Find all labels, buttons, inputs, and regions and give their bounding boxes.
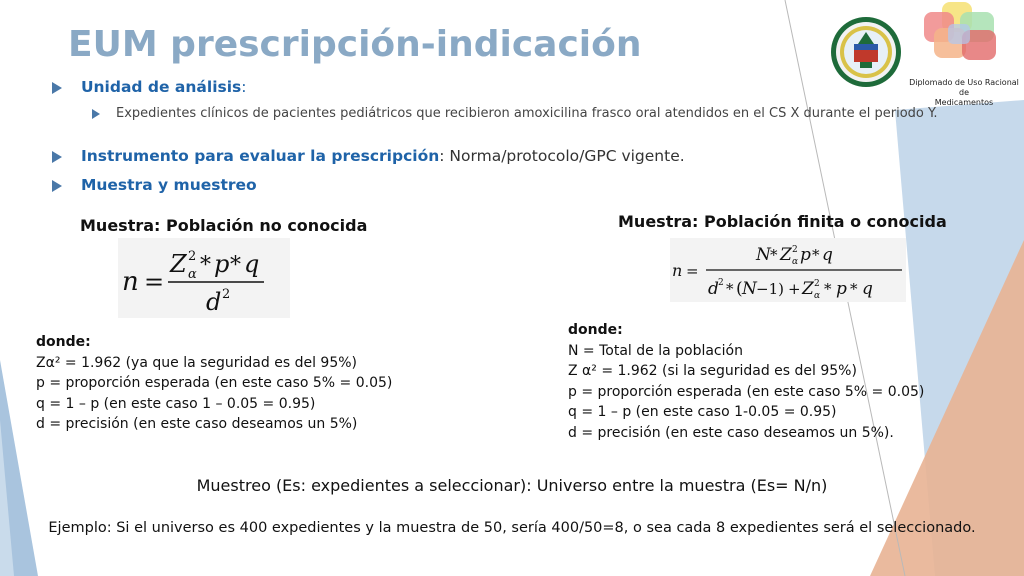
right-def-line: d = precisión (en este caso deseamos un 5%). — [568, 424, 894, 441]
svg-text:Z: Z — [170, 250, 187, 278]
formula-finite-population — [670, 238, 906, 302]
svg-text:+: + — [788, 280, 801, 298]
svg-text:q: q — [822, 245, 833, 265]
svg-text:*: * — [726, 280, 734, 298]
diplomado-line-2: Medicamentos — [934, 98, 994, 107]
left-def-line: d = precisión (en este caso deseamos un 5%) — [36, 416, 358, 432]
svg-text:2: 2 — [792, 245, 798, 255]
svg-text:p: p — [800, 245, 811, 265]
svg-text:*: * — [770, 246, 778, 264]
right-def-line: Z α² = 1.962 (si la seguridad es del 95%) — [568, 363, 857, 379]
svg-text:d: d — [708, 279, 719, 299]
svg-text:=: = — [686, 262, 699, 280]
muestra-label: Muestra y muestreo — [80, 176, 257, 194]
svg-text:α: α — [188, 267, 197, 282]
slide-title: EUM prescripción-indicación — [68, 24, 642, 65]
left-def-line: p = proporción esperada (en este caso 5% = 0.05) — [36, 375, 393, 391]
right-heading: Muestra: Población finita o conocida — [618, 212, 947, 231]
svg-text:*: * — [200, 253, 211, 278]
bullet-arrow-icon — [52, 180, 62, 192]
svg-text:2: 2 — [188, 249, 197, 264]
svg-text:2: 2 — [222, 287, 231, 302]
left-def-line: donde: — [36, 334, 91, 350]
bullet-arrow-icon — [52, 82, 62, 94]
left-def-line: Zα² = 1.962 (ya que la seguridad es del 95%) — [36, 354, 358, 371]
diplomado-logo — [920, 2, 1000, 74]
unidad-sub-text: Expedientes clínicos de pacientes pediátricos que recibieron amoxicilina frasco oral atendidos en el CS X durante el periodo Y. — [116, 106, 938, 121]
bullet-unidad — [52, 78, 247, 96]
svg-text:n: n — [122, 267, 139, 297]
bullet-instrumento — [52, 147, 685, 165]
svg-text:N: N — [756, 245, 771, 265]
sub-bullet-arrow-icon — [92, 109, 100, 119]
instrumento-value: : Norma/protocolo/GPC vigente. — [439, 147, 685, 165]
ejemplo-text: Ejemplo: Si el universo es 400 expedientes y la muestra de 50, sería 400/50=8, o sea cada 8 expedientes será el seleccionado. — [48, 520, 976, 536]
svg-text:*: * — [812, 246, 820, 264]
svg-text:*: * — [824, 280, 832, 298]
svg-text:p: p — [836, 279, 847, 299]
svg-text:2: 2 — [814, 279, 820, 289]
formula-infinite-population — [118, 238, 290, 318]
unidad-colon: : — [241, 78, 247, 96]
university-seal-logo — [830, 16, 902, 88]
svg-text:−1): −1) — [756, 280, 784, 298]
instrumento-label: Instrumento para evaluar la prescripción — [80, 147, 440, 165]
bullet-arrow-icon — [52, 151, 62, 163]
left-def-line: q = 1 – p (en este caso 1 – 0.05 = 0.95) — [36, 395, 316, 412]
svg-text:=: = — [144, 268, 165, 296]
bullet-muestra — [52, 176, 257, 194]
unidad-label: Unidad de análisis — [80, 78, 242, 96]
svg-text:Z: Z — [780, 245, 792, 265]
svg-text:n: n — [672, 261, 683, 280]
diplomado-caption — [908, 78, 1020, 108]
right-def-line: q = 1 – p (en este caso 1-0.05 = 0.95) — [568, 404, 837, 420]
svg-text:*: * — [230, 253, 241, 278]
left-definitions — [36, 332, 392, 435]
svg-text:q: q — [862, 279, 873, 299]
svg-text:2: 2 — [718, 278, 724, 288]
right-definitions — [568, 320, 924, 443]
muestreo-note: Muestreo (Es: expedientes a seleccionar): Universo entre la muestra (Es= N/n) — [196, 476, 828, 495]
svg-text:α: α — [792, 257, 799, 267]
diplomado-line-1: Diplomado de Uso Racional de — [909, 78, 1019, 97]
right-def-line: N = Total de la población — [568, 342, 743, 359]
svg-text:p: p — [214, 250, 230, 278]
right-def-line: p = proporción esperada (en este caso 5% = 0.05) — [568, 383, 925, 400]
svg-text:N: N — [742, 279, 757, 299]
svg-text:α: α — [814, 291, 821, 301]
right-def-line: donde: — [568, 322, 623, 338]
svg-text:q: q — [244, 250, 260, 278]
svg-text:d: d — [206, 288, 222, 316]
left-heading: Muestra: Población no conocida — [80, 216, 368, 235]
sub-bullet-unidad — [92, 106, 972, 122]
svg-text:Z: Z — [802, 279, 814, 299]
svg-text:(: ( — [736, 279, 743, 299]
svg-text:*: * — [850, 280, 858, 298]
